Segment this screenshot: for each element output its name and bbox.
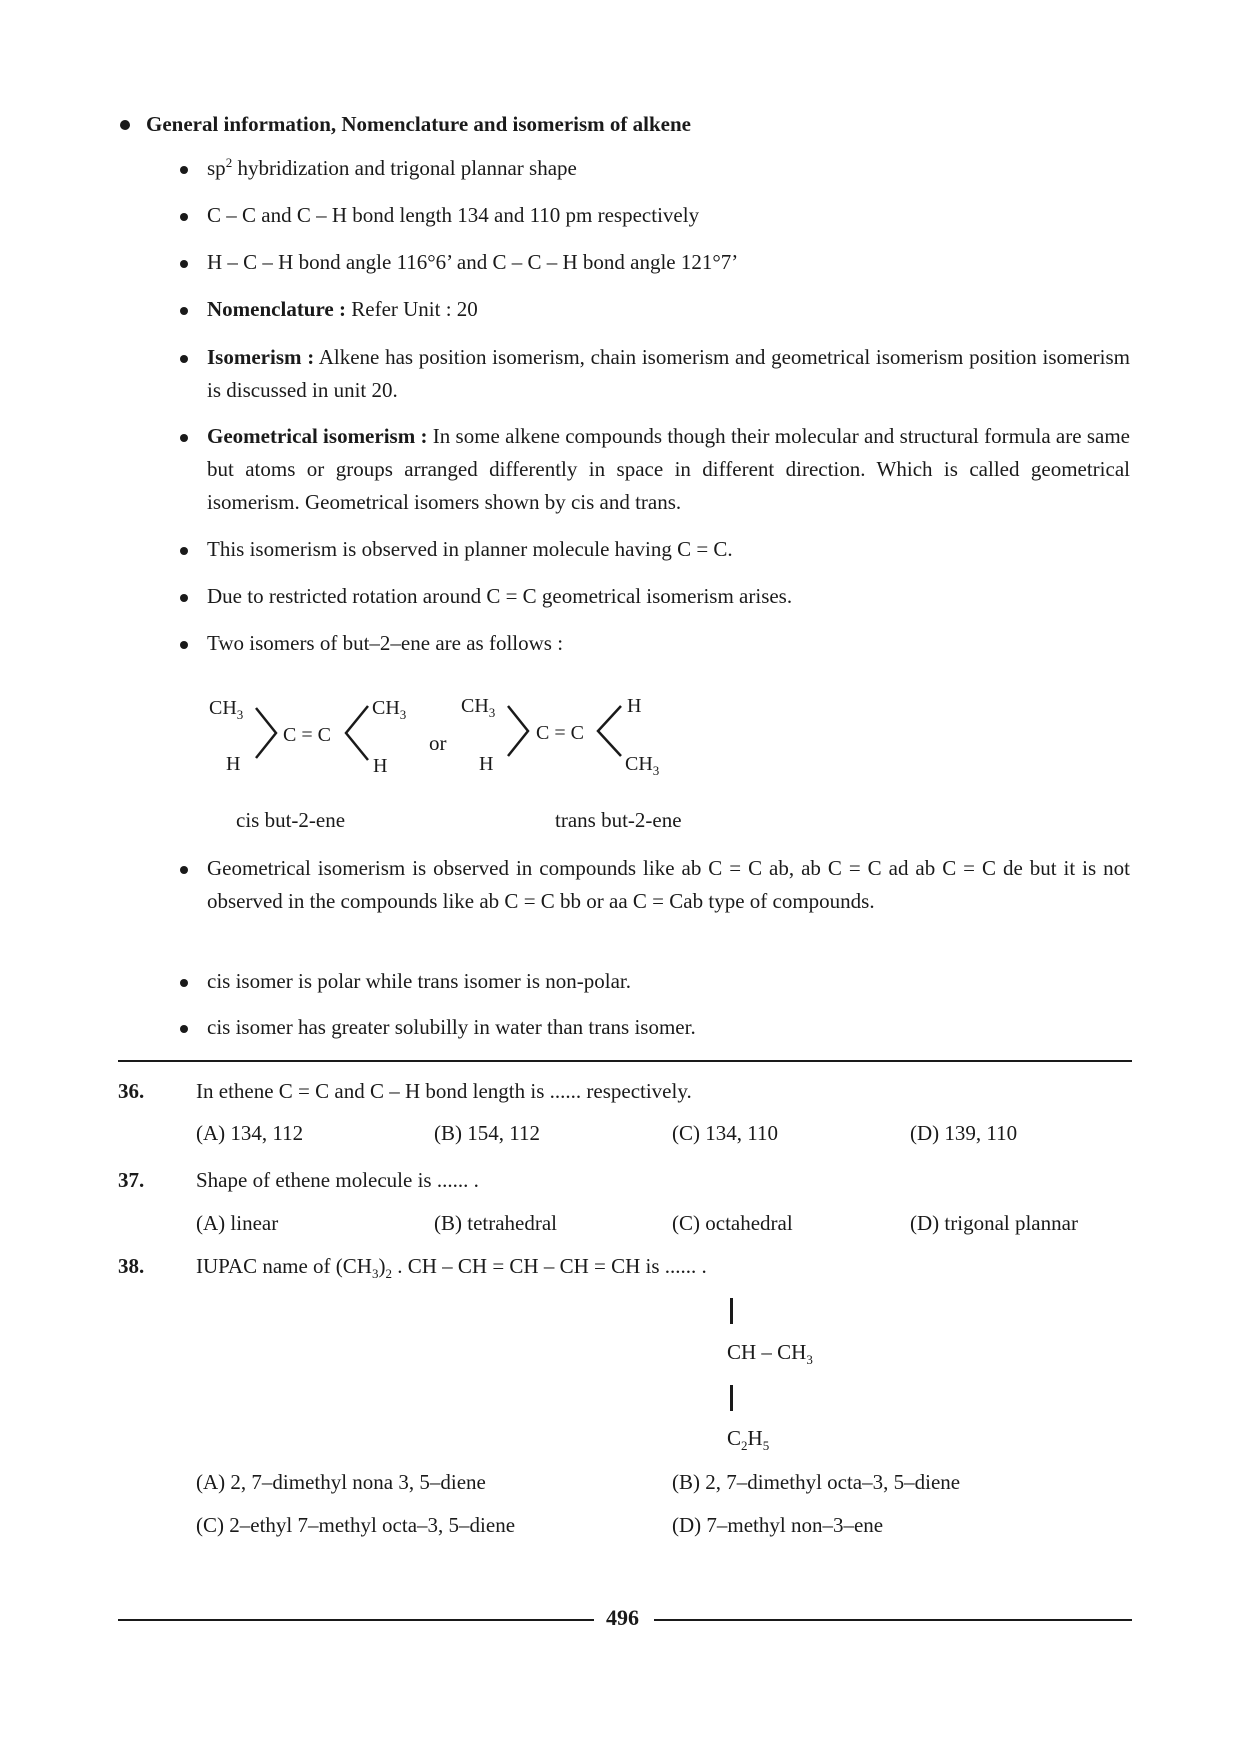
bullet-item: cis isomer has greater solubilly in water than trans isomer. — [180, 1011, 1130, 1044]
option-c[interactable]: (C) 2–ethyl 7–methyl octa–3, 5–diene — [196, 1513, 516, 1537]
bullet-item: Two isomers of but–2–ene are as follows : — [180, 627, 1130, 660]
footer-rule-left — [118, 1619, 594, 1621]
option-a[interactable]: (A) 134, 112 — [196, 1121, 304, 1145]
bullet-item: This isomerism is observed in planner molecule having C = C. — [180, 533, 1130, 566]
bond-line — [256, 708, 276, 758]
bond-line — [598, 706, 621, 756]
bullet-item: cis isomer is polar while trans isomer is non-polar. — [180, 965, 1130, 998]
option-a[interactable]: (A) 2, 7–dimethyl nona 3, 5–diene — [196, 1470, 486, 1494]
bond-line — [730, 1298, 733, 1324]
question-text: IUPAC name of $(CH_3)_2$ . CH – CH = CH – CH = CH is ...... . — [196, 1254, 707, 1282]
question-number: 36. — [118, 1079, 145, 1103]
option-b[interactable]: (B) 154, 112 — [434, 1121, 540, 1145]
bullet-item: Due to restricted rotation around C = C geometrical isomerism arises. — [180, 580, 1130, 613]
bullet-icon — [180, 1025, 188, 1033]
option-d[interactable]: (D) trigonal plannar — [910, 1211, 1078, 1235]
bullet-item: Nomenclature : Refer Unit : 20 — [180, 293, 1130, 326]
bullet-item: H – C – H bond angle 116°6’ and C – C – H bond angle 121°7’ — [180, 246, 1130, 279]
bullet-icon — [180, 979, 188, 987]
branch-text: CH – $CH_3$ — [727, 1340, 813, 1368]
bullet-icon — [180, 866, 188, 874]
bullet-item: C – C and C – H bond length 134 and 110 pm respectively — [180, 199, 1130, 232]
option-d[interactable]: (D) 139, 110 — [910, 1121, 1018, 1145]
bullet-item: $sp^2$ hybridization and trigonal plannar shape — [180, 152, 1130, 185]
footer-rule-right — [654, 1619, 1132, 1621]
bullet-item: Geometrical isomerism : In some alkene compounds though their molecular and structural formula are same but atoms or groups arranged differently in space in different direction. Which is called geometrical isomerism. Geometrical isomers shown by cis and trans. — [180, 420, 1130, 519]
option-c[interactable]: (C) 134, 110 — [672, 1121, 778, 1145]
bond-line — [346, 706, 368, 760]
option-c[interactable]: (C) octahedral — [672, 1211, 793, 1235]
question-text: In ethene C = C and C – H bond length is ...... respectively. — [196, 1079, 692, 1103]
or-label: or — [429, 731, 447, 755]
page-number: 496 — [606, 1605, 639, 1630]
section-heading-text: General information, Nomenclature and isomerism of alkene — [146, 112, 691, 136]
bullet-item: Isomerism : Alkene has position isomerism, chain isomerism and geometrical isomerism position isomerism is discussed in unit 20. — [180, 341, 1130, 407]
question-text: Shape of ethene molecule is ...... . — [196, 1168, 479, 1192]
question-number: 38. — [118, 1254, 145, 1278]
question-number: 37. — [118, 1168, 145, 1192]
option-d[interactable]: (D) 7–methyl non–3–ene — [672, 1513, 884, 1537]
bond-line — [508, 706, 528, 756]
option-a[interactable]: (A) linear — [196, 1211, 279, 1235]
section-divider — [118, 1060, 1132, 1062]
option-b[interactable]: (B) tetrahedral — [434, 1211, 558, 1235]
bullet-item: Geometrical isomerism is observed in compounds like ab C = C ab, ab C = C ad ab C = C de but it is not observed in the compounds like ab C = C bb or aa C = Cab type of compounds. — [180, 852, 1130, 918]
trans-caption: trans but-2-ene — [555, 808, 682, 832]
option-b[interactable]: (B) 2, 7–dimethyl octa–3, 5–diene — [672, 1470, 961, 1494]
branch-text: $C_2H_5$ — [727, 1426, 770, 1454]
cis-caption: cis but-2-ene — [236, 808, 346, 832]
bond-line — [730, 1385, 733, 1411]
